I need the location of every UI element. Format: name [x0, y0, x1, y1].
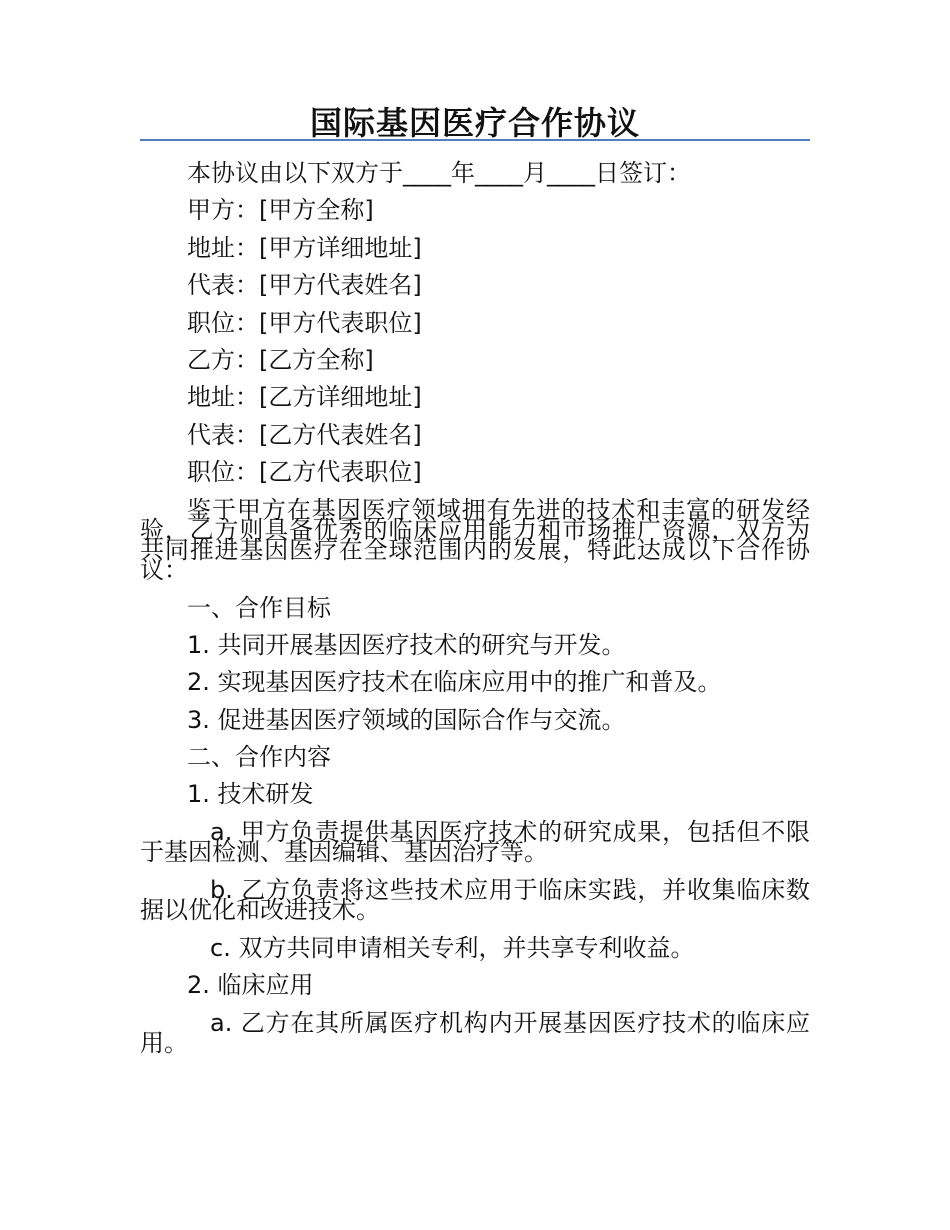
document-body	[140, 155, 810, 1057]
clause-2-1-a: a. 甲方负责提供基因医疗技术的研究成果，包括但不限于基因检测、基因编辑、基因治疗等。	[140, 817, 810, 866]
clause-2-1-b: b. 乙方负责将这些技术应用于临床实践，并收集临床数据以优化和改进技术。	[140, 875, 810, 924]
section-2-heading: 二、合作内容	[187, 743, 331, 772]
section-1-heading: 一、合作目标	[187, 593, 331, 622]
subsection-technology-heading: 1. 技术研发	[187, 780, 314, 809]
section-1-item-1: 1. 共同开展基因医疗技术的研究与开发。	[187, 630, 626, 659]
section-1-item-2: 2. 实现基因医疗技术在临床应用中的推广和普及。	[187, 668, 722, 697]
section-1-item-3: 3. 促进基因医疗领域的国际合作与交流。	[187, 705, 626, 734]
party-a-position: 职位：[甲方代表职位]	[187, 308, 422, 337]
subsection-clinical-heading: 2. 临床应用	[187, 971, 314, 1000]
party-b-name: 乙方：[乙方全称]	[187, 345, 374, 374]
party-a-representative: 代表：[甲方代表姓名]	[187, 271, 422, 300]
party-b-address: 地址：[乙方详细地址]	[187, 383, 422, 412]
clause-2-2-a: a. 乙方在其所属医疗机构内开展基因医疗技术的临床应用。	[140, 1008, 810, 1057]
preamble-paragraph: 鉴于甲方在基因医疗领域拥有先进的技术和丰富的研发经验，乙方则具备优秀的临床应用能力和市场推广资源，双方为共同推进基因医疗在全球范围内的发展，特此达成以下合作协议：	[140, 495, 810, 584]
document-title: 国际基因医疗合作协议	[309, 104, 640, 142]
party-b-representative: 代表：[乙方代表姓名]	[187, 420, 422, 449]
party-b-position: 职位：[乙方代表职位]	[187, 458, 422, 487]
clause-2-1-c: c. 双方共同申请相关专利，并共享专利收益。	[210, 933, 695, 962]
party-a-name: 甲方：[甲方全称]	[187, 196, 374, 225]
title-underline	[140, 139, 810, 141]
party-a-address: 地址：[甲方详细地址]	[187, 233, 422, 262]
signing-date-line: 本协议由以下双方于____年____月____日签订：	[187, 159, 691, 187]
